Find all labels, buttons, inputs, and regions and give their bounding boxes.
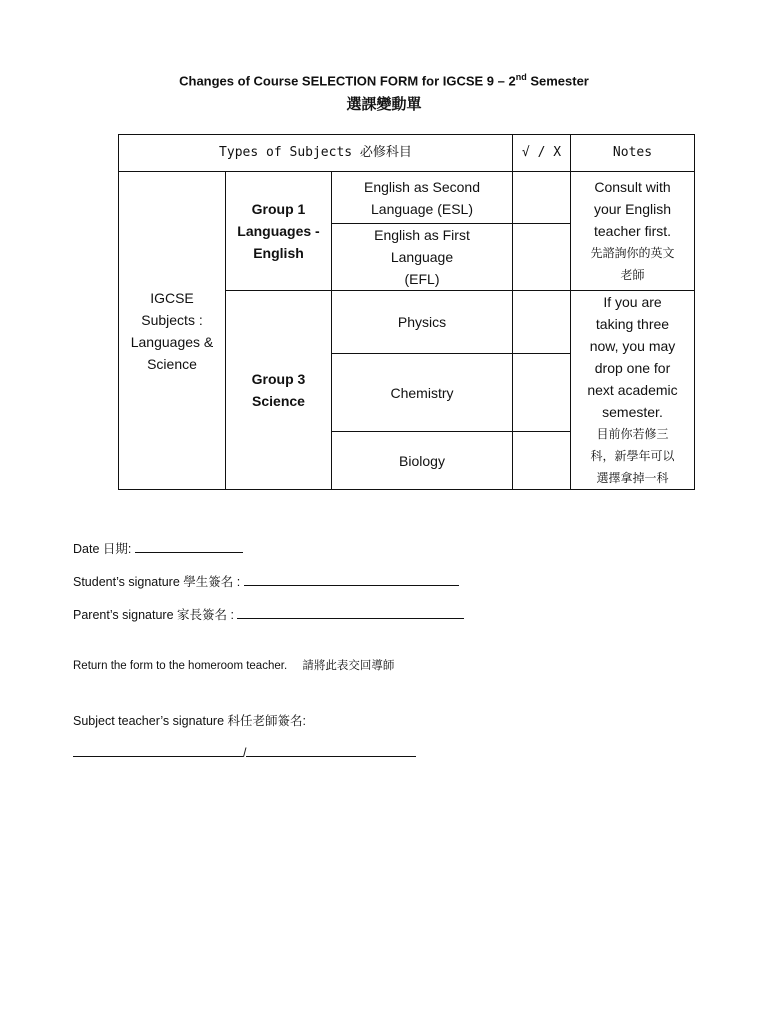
return-note-english: Return the form to the homeroom teacher. — [73, 660, 288, 672]
parent-signature-field — [73, 605, 464, 623]
group1-notes-cell — [571, 172, 695, 291]
check-chemistry-box[interactable] — [513, 353, 571, 432]
note-line: Consult with — [594, 179, 671, 195]
note-line: If you are — [603, 294, 662, 310]
form-title-chinese: 選課變動單 — [346, 95, 422, 113]
student-signature-field — [73, 572, 459, 590]
note-line: semester. — [602, 404, 663, 420]
subject-chemistry-cell: Chemistry — [332, 353, 513, 432]
return-note — [73, 657, 394, 673]
date-field — [73, 539, 243, 557]
category-line: Languages & — [130, 333, 214, 350]
subject-line: (EFL) — [404, 271, 440, 287]
subject-line: English as Second — [364, 178, 480, 195]
group3-label-cell — [226, 291, 332, 490]
category-line: Science — [147, 355, 197, 372]
note-line: taking three — [595, 316, 670, 332]
subject-selection-table — [118, 134, 695, 490]
header-types-of-subjects: Types of Subjects 必修科目 — [119, 135, 513, 172]
header-notes: Notes — [571, 135, 695, 172]
teacher-signature-blank-2[interactable] — [246, 744, 416, 757]
parent-signature-label: Parent’s signature 家長簽名 : — [73, 608, 234, 622]
subject-line: Language (ESL) — [371, 200, 473, 217]
category-line: Subjects : — [141, 311, 203, 328]
student-signature-label: Student’s signature 學生簽名 : — [73, 575, 241, 589]
group-label-line: Science — [252, 393, 305, 409]
group-label-line: Group 1 — [251, 201, 306, 217]
note-line: next academic — [587, 382, 678, 398]
subject-line: Language — [390, 249, 454, 265]
note-line-chinese: 老師 — [620, 268, 645, 282]
return-note-chinese: 請將此表交回導師 — [302, 660, 395, 672]
header-check: √ / X — [513, 135, 571, 172]
group-label-line: Group 3 — [251, 371, 306, 387]
note-line-chinese: 目前你若修三 — [596, 427, 669, 441]
check-physics-box[interactable] — [513, 291, 571, 354]
subject-esl-cell — [332, 172, 513, 224]
group3-notes-cell — [571, 291, 695, 490]
note-line: now, you may — [589, 338, 676, 354]
form-title: Changes of Course SELECTION FORM for IGCSE 9 – 2nd Semester — [179, 72, 589, 89]
signature-separator: / — [243, 746, 247, 760]
subject-physics-cell: Physics — [332, 291, 513, 354]
teacher-signature-blank-1[interactable] — [73, 744, 243, 757]
parent-signature-blank[interactable] — [237, 606, 464, 619]
note-line: your English — [593, 201, 672, 217]
group1-label-cell — [226, 172, 332, 291]
category-igcse-cell — [119, 172, 226, 490]
check-efl-box[interactable] — [513, 224, 571, 291]
student-signature-blank[interactable] — [244, 573, 459, 586]
subject-teacher-signature-label: Subject teacher’s signature 科任老師簽名: — [73, 714, 306, 728]
check-biology-box[interactable] — [513, 432, 571, 490]
note-line: teacher first. — [593, 223, 672, 239]
note-line-chinese: 先諮詢你的英文 — [590, 246, 675, 260]
check-esl-box[interactable] — [513, 172, 571, 224]
group-label-line: Languages - — [237, 223, 320, 239]
date-blank[interactable] — [135, 540, 243, 553]
subject-biology-cell: Biology — [332, 432, 513, 490]
subject-line: English as First — [374, 227, 470, 243]
date-label: Date 日期: — [73, 542, 132, 556]
category-line: IGCSE — [150, 289, 194, 306]
note-line-chinese: 選擇拿掉一科 — [596, 471, 669, 485]
subject-teacher-signature-lines — [73, 744, 416, 760]
group-label-line: English — [253, 245, 304, 261]
note-line-chinese: 科，新學年可以 — [590, 449, 675, 463]
note-line: drop one for — [594, 360, 671, 376]
subject-efl-cell — [332, 224, 513, 291]
